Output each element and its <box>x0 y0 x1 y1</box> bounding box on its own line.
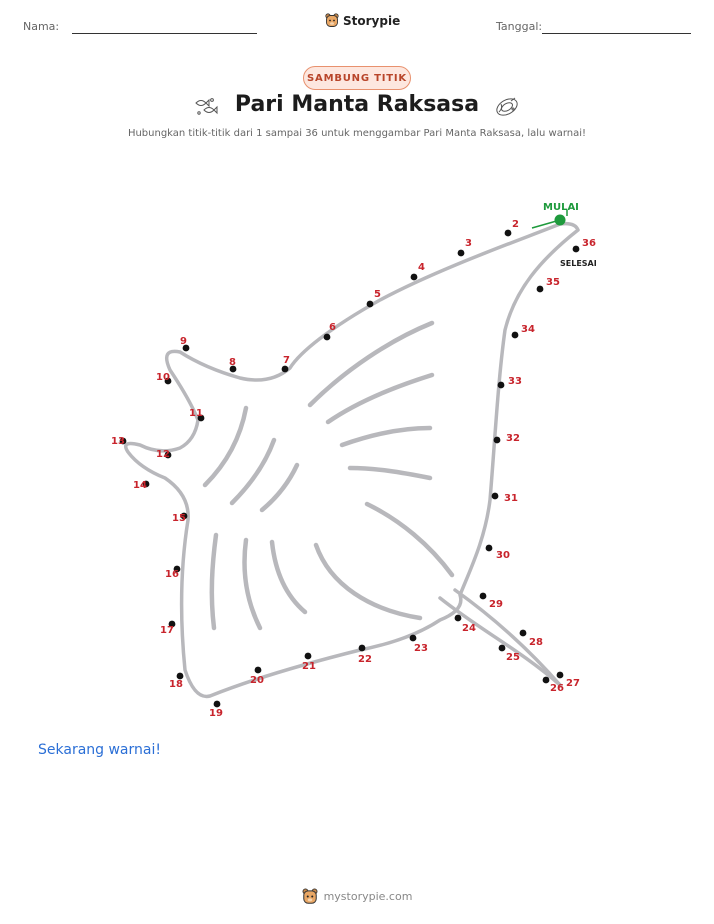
dot-label-27: 27 <box>566 678 580 689</box>
dot-4[interactable] <box>411 274 418 281</box>
dot-35[interactable] <box>537 286 544 293</box>
manta-markings <box>205 323 452 628</box>
dot-label-16: 16 <box>165 569 179 580</box>
dot-label-31: 31 <box>504 493 518 504</box>
dot-23[interactable] <box>410 635 417 642</box>
dot-label-34: 34 <box>521 324 535 335</box>
dot-20[interactable] <box>255 667 262 674</box>
footer-site: mystorypie.com <box>323 890 413 903</box>
dot-label-23: 23 <box>414 643 428 654</box>
dot-22[interactable] <box>359 645 366 652</box>
dot-24[interactable] <box>455 615 462 622</box>
start-label: MULAI <box>543 202 579 213</box>
dot-label-25: 25 <box>506 652 520 663</box>
dot-label-5: 5 <box>374 289 381 300</box>
dot-label-11: 11 <box>189 408 203 419</box>
manta-outline <box>126 224 578 697</box>
bear-icon <box>302 888 318 905</box>
dot-label-3: 3 <box>465 238 472 249</box>
dot-30[interactable] <box>486 545 493 552</box>
dot-label-28: 28 <box>529 637 543 648</box>
name-label: Nama: <box>23 20 60 33</box>
dot-32[interactable] <box>494 437 501 444</box>
dot-7[interactable] <box>282 366 289 373</box>
instructions: Hubungkan titik-titik dari 1 sampai 36 untuk menggambar Pari Manta Raksasa, lalu warnai! <box>127 128 587 139</box>
dot-21[interactable] <box>305 653 312 660</box>
dot-label-20: 20 <box>250 675 264 686</box>
dot-31[interactable] <box>492 493 499 500</box>
dot-label-18: 18 <box>169 679 183 690</box>
dot-label-4: 4 <box>418 262 425 273</box>
dot-28[interactable] <box>520 630 527 637</box>
date-label: Tanggal: <box>496 20 543 33</box>
dot-2[interactable] <box>505 230 512 237</box>
dot-label-21: 21 <box>302 661 316 672</box>
dot-label-19: 19 <box>209 708 223 719</box>
dot-27[interactable] <box>557 672 564 679</box>
dot-label-14: 14 <box>133 480 147 491</box>
dot-label-15: 15 <box>172 513 186 524</box>
dot-label-13: 13 <box>111 436 125 447</box>
dot-label-30: 30 <box>496 550 510 561</box>
dot-29[interactable] <box>480 593 487 600</box>
dot-label-36: 36 <box>582 238 596 249</box>
dot-label-33: 33 <box>508 376 522 387</box>
dot-26[interactable] <box>543 677 550 684</box>
dot-label-26: 26 <box>550 683 564 694</box>
dot-label-7: 7 <box>283 355 290 366</box>
dot-label-24: 24 <box>462 623 476 634</box>
dot-label-29: 29 <box>489 599 503 610</box>
dot-label-35: 35 <box>546 277 560 288</box>
dot-label-2: 2 <box>512 219 519 230</box>
color-prompt: Sekarang warnai! <box>38 742 161 758</box>
end-label: SELESAI <box>560 259 597 268</box>
footer <box>0 888 714 905</box>
dot-5[interactable] <box>367 301 374 308</box>
dot-33[interactable] <box>498 382 505 389</box>
dot-3[interactable] <box>458 250 465 257</box>
activity-badge: SAMBUNG TITIK <box>303 66 411 90</box>
dot-label-6: 6 <box>329 322 336 333</box>
dot-label-8: 8 <box>229 357 236 368</box>
dot-label-12: 12 <box>156 449 170 460</box>
page-title: Pari Manta Raksasa <box>234 92 480 117</box>
dot-label-22: 22 <box>358 654 372 665</box>
dot-25[interactable] <box>499 645 506 652</box>
dot-34[interactable] <box>512 332 519 339</box>
dot-label-17: 17 <box>160 625 174 636</box>
dot-36[interactable] <box>573 246 580 253</box>
brand-name: Storypie <box>343 13 401 28</box>
dot-6[interactable] <box>324 334 331 341</box>
dot-label-32: 32 <box>506 433 520 444</box>
dot-label-9: 9 <box>180 336 187 347</box>
dot-label-10: 10 <box>156 372 170 383</box>
dot-19[interactable] <box>214 701 221 708</box>
